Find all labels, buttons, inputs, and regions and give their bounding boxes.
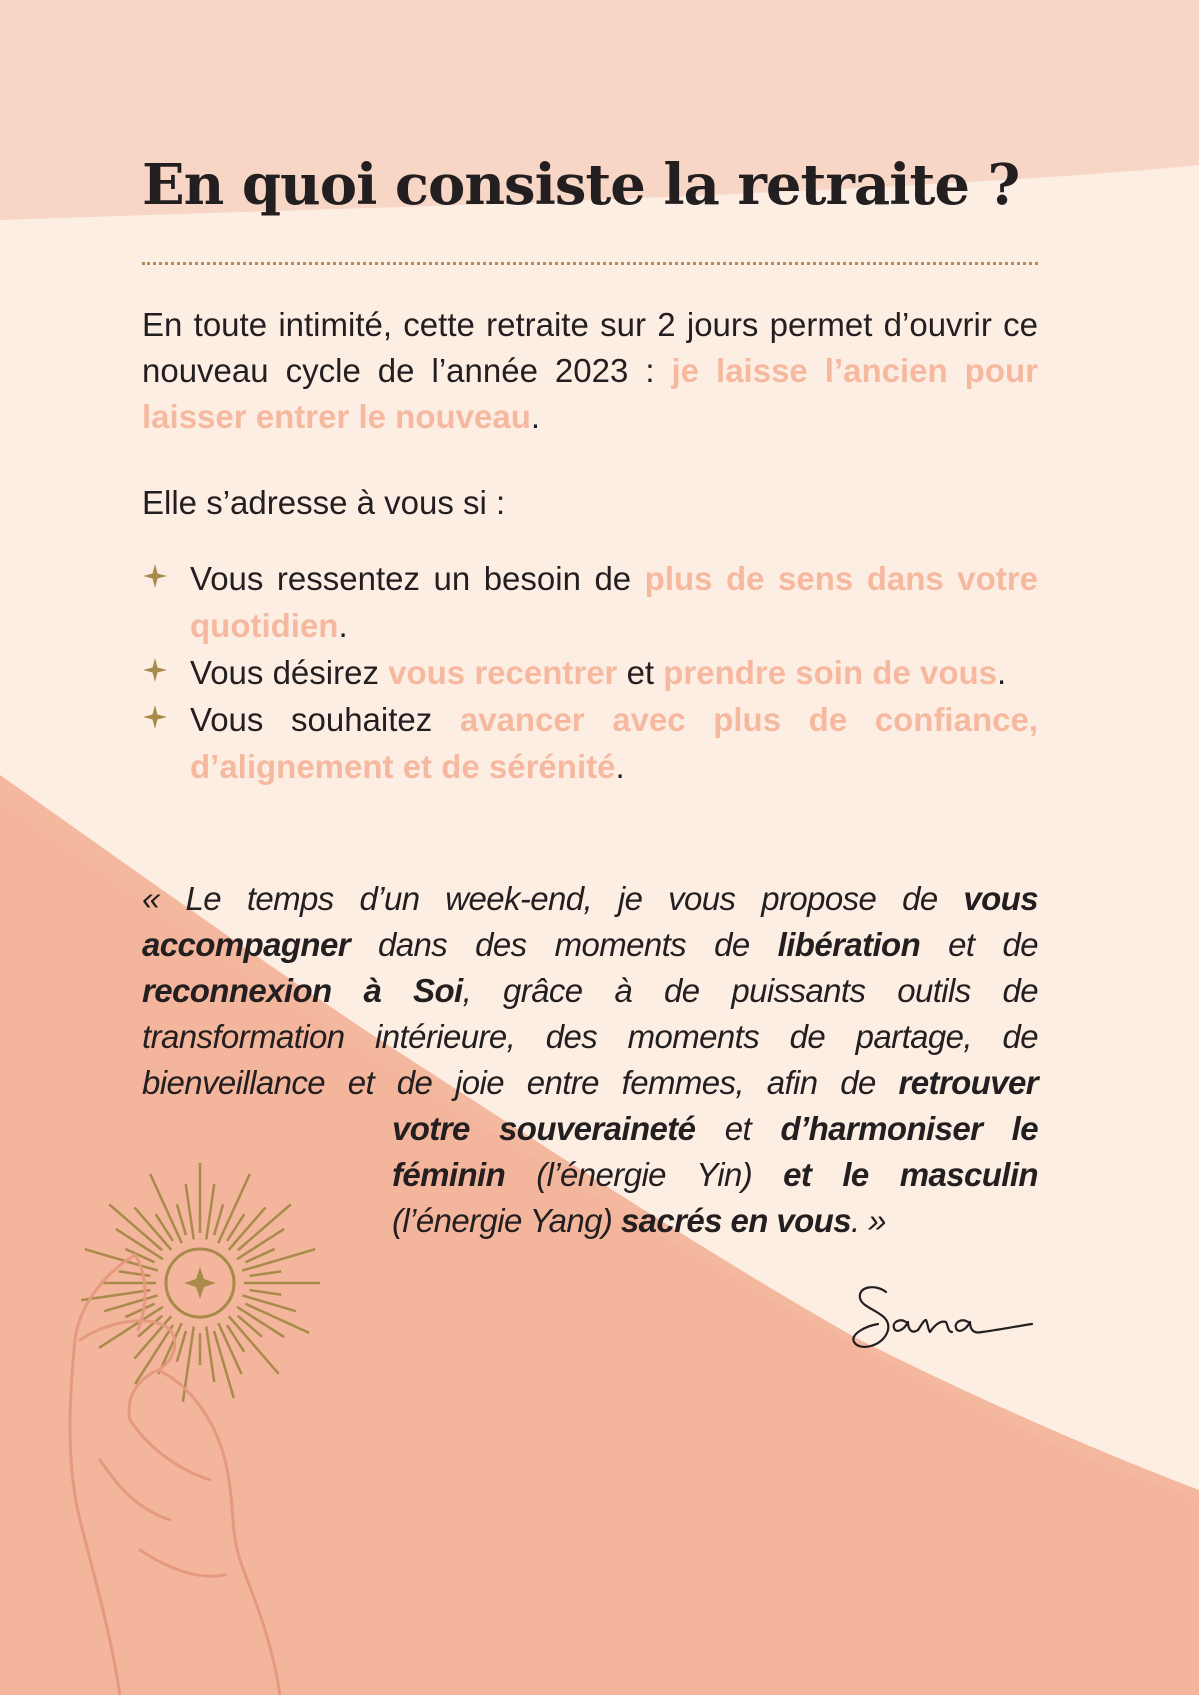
sun-ray [206, 1327, 214, 1382]
quote-bold: votre souveraineté [392, 1110, 696, 1147]
bullet-end: . [997, 654, 1007, 691]
sun-and-hand-illustration [40, 1160, 340, 1695]
sun-ray [249, 1271, 281, 1276]
quote-bold: retrouver [898, 1064, 1038, 1101]
intro-paragraph [142, 302, 1038, 440]
sun-ray [177, 1331, 186, 1362]
quote-bold: et le masculin [783, 1156, 1038, 1193]
quote-text: (l’énergie Yang) [392, 1202, 621, 1239]
sun-ray [214, 1204, 223, 1235]
quote-bold: d’harmoniser le féminin [392, 1110, 1038, 1193]
dotted-divider [142, 262, 1038, 265]
quote-text: dans des moments de [349, 926, 778, 963]
sun-ray [206, 1184, 214, 1239]
quote-text: . » [850, 1202, 886, 1239]
sun-ray [238, 1316, 262, 1337]
audience-label: Elle s’adresse à vous si : [142, 484, 506, 521]
bullet-text: Vous désirez [190, 654, 389, 691]
bullet-end: . [338, 607, 348, 644]
intro-end: . [530, 398, 541, 435]
sun-ray [242, 1295, 296, 1311]
sun-ray [238, 1204, 291, 1250]
bullet-text: Vous ressentez un besoin de [190, 560, 645, 597]
quote-bold: libération [777, 926, 921, 963]
quote-bold: sacrés en vous [620, 1202, 851, 1239]
sun-ray [186, 1184, 194, 1239]
quote-paragraph-end [392, 1106, 1038, 1244]
signature [848, 1278, 1038, 1368]
sun-ray [109, 1204, 162, 1250]
sun-ray [177, 1204, 186, 1235]
intro-highlight: je laisse l’ancien pour laisser entrer le nouveau [142, 352, 1038, 435]
page-title: En quoi consiste la retraite ? [142, 152, 1020, 218]
sun-ray [119, 1271, 151, 1276]
list-item [142, 696, 1038, 790]
intro-text: En toute intimité, cette retraite sur 2 jours permet d’ouvrir ce nouveau cycle de l’année 2023 : [142, 306, 1038, 389]
list-item [142, 555, 1038, 649]
quote-bold: vous accompagner [142, 880, 1038, 963]
quote-text: et de [920, 926, 1039, 963]
bullet-star-icon [142, 657, 168, 683]
bullet-highlight: plus de sens dans votre quotidien [190, 560, 1038, 644]
bullet-highlight: vous recentrer [388, 654, 618, 691]
sun-illustration [166, 1249, 234, 1317]
bullet-star-icon [142, 563, 168, 589]
benefits-list [142, 555, 1038, 790]
bullet-text: Vous souhaitez [190, 701, 460, 738]
sun-ray [104, 1295, 158, 1311]
bullet-highlight-2: prendre soin de vous [663, 654, 998, 691]
quote-text: « Le temps d’un week-end, je vous propose de [142, 880, 964, 917]
quote-text: (l’énergie Yin) [505, 1156, 784, 1193]
list-item [142, 649, 1038, 696]
sun-ray [249, 1290, 281, 1295]
bullet-highlight: avancer avec plus de confiance, d’alignement et de sérénité [190, 701, 1038, 785]
hand-illustration [70, 1255, 280, 1695]
quote-text: et [695, 1110, 781, 1147]
bullet-star-icon [142, 704, 168, 730]
quote-paragraph [142, 876, 1038, 1106]
bullet-mid: et [617, 654, 664, 691]
quote-text: , grâce à de puissants outils de transformation intérieure, des moments de partage, de bienveillance et de joie entre femmes, afin de [142, 972, 1038, 1101]
sun-ray [214, 1331, 234, 1398]
bullet-end: . [615, 748, 625, 785]
quote-bold: reconnexion à Soi [142, 972, 463, 1009]
